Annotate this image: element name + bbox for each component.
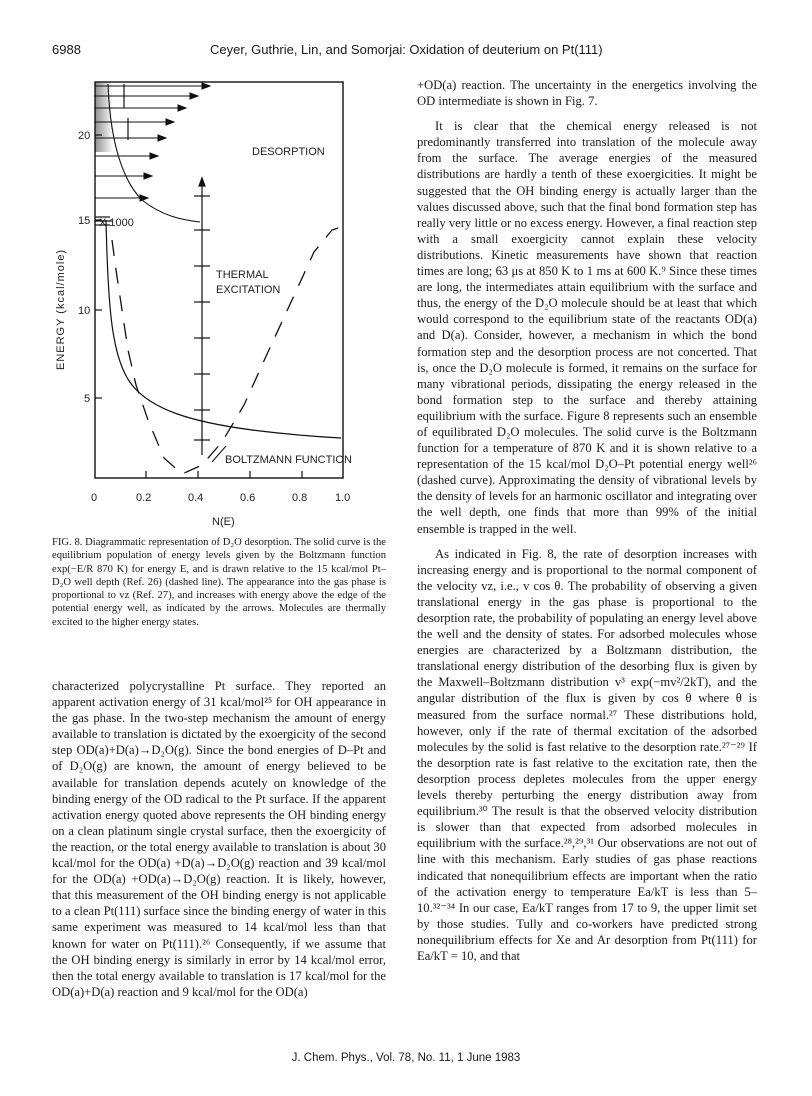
x1000-label: X 1000 [99, 217, 134, 229]
tick-marks-top [124, 84, 128, 140]
left-paragraph: characterized polycrystalline Pt surface. They reported an apparent activation energy of 31 kcal/mol²⁵ for OH appearance in the gas phase. In the two-step mechanism the amount of energy available to translation is dictated by the exoergicity of the second step OD(a)+D(a)→D₂O(g). Since the bond energies of D–Pt and of D₂O(g) are known, the amount of energy believed to be available for translation depends acutely on knowledge of the binding energy of the OD radical to the Pt surface. If the apparent activation energy quoted above represents the OH binding energy on a clean platinum single crystal surface, then the exoergicity of the reaction, or the total energy available to translation is about 30 kcal/mol for the OD(a) +D(a)→D₂O(g) reaction and 39 kcal/mol for the OD(a) +OD(a)→D₂O(g) reaction. It is likely, however, that this measurement of the OH binding energy is not applicable to a clean Pt(111) surface since the binding energy of water in this same experiment was measured to 14 kcal/mol less than that known for water on Pt(111).²⁶ Consequently, if we assume that the OH binding energy is similarly in error by 14 kcal/mol error, then the total energy available to translation is 17 kcal/mol for the OD(a)+D(a) reaction and 9 kcal/mol for the OD(a) [52, 679, 386, 999]
right-paragraph-1: +OD(a) reaction. The uncertainty in the energetics involving the OD intermediate is shown in Fig. 7. [417, 78, 757, 109]
scaled-boltzmann-curve [108, 84, 200, 222]
desorption-label: DESORPTION [252, 146, 325, 158]
y-tick-15: 15 [78, 215, 91, 227]
x-axis-ticks [146, 471, 302, 478]
running-title: Ceyer, Guthrie, Lin, and Somorjai: Oxidation of deuterium on Pt(111) [210, 42, 603, 57]
thermal-label: THERMAL [216, 269, 269, 281]
boltzmann-leader [212, 446, 226, 462]
right-paragraph-2: It is clear that the chemical energy released is not predominantly transferred into translation of the molecule away from the surface. The average energies of the measured distributions are hardly a tenth of these exoergicities. It might be suggested that the OH binding energy is actually larger than the values discussed above, such that the final bond formation step has really very little or no excess energy. However, a final reaction step with a small exoergicity cannot explain these velocity distributions. Kinetic measurements have shown that reaction times are long; 63 μs at 850 K to 1 ms at 600 K.⁹ Since these times are long, the intermediates attain equilibrium with the surface and thus, the energy of the D₂O molecule should be at least that which would correspond to the equilibrium state of the reactants OD(a) and D(a). Consider, however, a mechanism in which the bond formation step and the desorption process are not concerted. That is, once the D₂O molecule is formed, it remains on the surface for many vibrational periods, dissipating the energy released in the bond formation step to the surface and thereby attaining equilibrium with the surface. Figure 8 represents such an ensemble of equilibrated D₂O molecules. The solid curve is the Boltzmann function for a temperature of 870 K and it is shown relative to a representation of the 15 kcal/mol D₂O–Pt potential energy well²⁶ (dashed curve). Approximating the density of vibrational levels by the density of levels for an harmonic oscillator and integrating over the well depth, one finds that more than 99% of the initial ensemble is trapped in the well. [417, 119, 757, 536]
y-tick-20: 20 [78, 130, 91, 142]
potential-well-dashed [112, 226, 344, 474]
page-number: 6988 [52, 42, 81, 57]
x-axis-label: N(E) [212, 516, 235, 528]
boltzmann-curve [106, 220, 341, 438]
figure-8 [52, 80, 382, 530]
x-tick-0-8: 0.8 [292, 492, 308, 504]
y-axis-ticks [95, 135, 102, 398]
y-tick-5: 5 [84, 393, 91, 405]
y-axis-label: ENERGY (kcal/mole) [55, 248, 67, 370]
x-tick-0: 0 [91, 492, 98, 504]
x-tick-0-6: 0.6 [240, 492, 256, 504]
thermal-excitation-arrows [194, 178, 210, 455]
right-paragraph-3: As indicated in Fig. 8, the rate of desorption increases with increasing energy and is proportional to the normal component of the velocity vz, i.e., v cos θ. The probability of observing a given translational energy in the gas phase is proportional to the desorption rate, the probability of populating an energy level above the well and the density of states. For adsorbed molecules whose energies are characterized by a Boltzmann distribution, the translational energy distribution of the desorbing flux is given by the Maxwell–Boltzmann distribution v³ exp(−mv²/2kT), and the angular distribution of the flux is given by cos θ where θ is measured from the surface normal.²⁷ These distributions hold, however, only if the rate of thermal excitation of the adsorbed molecules by the solid is fast relative to the desorption rate.²⁷⁻²⁹ If the desorption rate is fast relative to the excitation rate, then the desorption process depletes molecules from the upper energy levels thereby perturbing the energy distribution away from equilibrium.³⁰ The result is that the observed velocity distribution is slower than that expected from adsorbed molecules in equilibrium with the surface.²⁸,²⁹,³¹ Our observations are not out of line with this mechanism. Early studies of gas phase reactions indicated that nonequilibrium effects are important when the ratio of the activation energy to temperature Ea/kT is less than 5–10.³²⁻³⁴ In our case, Ea/kT ranges from 17 to 9, the upper limit set by those studies. Tully and co-workers have predicted strong nonequilibrium effects for Xe and Ar desorption from Pt(111) for Ea/kT = 10, and that [417, 546, 757, 963]
figure-caption: FIG. 8. Diagrammatic representation of D₂O desorption. The solid curve is the equilibrium population of energy levels given by the Boltzmann function exp(−E/R 870 K) for energy E, and is drawn relative to the 15 kcal/mol Pt–D₂O well depth (Ref. 26) (dashed line). The appearance into the gas phase is proportional to vz (Ref. 27), and increases with energy above the edge of the potential energy well, as indicated by the arrows. Molecules are thermally excited to the higher energy states. [52, 537, 386, 628]
x-tick-0-2: 0.2 [136, 492, 152, 504]
x-tick-0-4: 0.4 [188, 492, 204, 504]
figure-8-diagram [52, 80, 382, 530]
y-tick-10: 10 [78, 305, 91, 317]
journal-footer: J. Chem. Phys., Vol. 78, No. 11, 1 June 1983 [291, 1052, 521, 1064]
excitation-label: EXCITATION [216, 284, 281, 296]
boltzmann-label: BOLTZMANN FUNCTION [225, 454, 352, 466]
left-column [52, 678, 386, 1000]
right-column [417, 77, 757, 964]
x-tick-1-0: 1.0 [335, 492, 351, 504]
